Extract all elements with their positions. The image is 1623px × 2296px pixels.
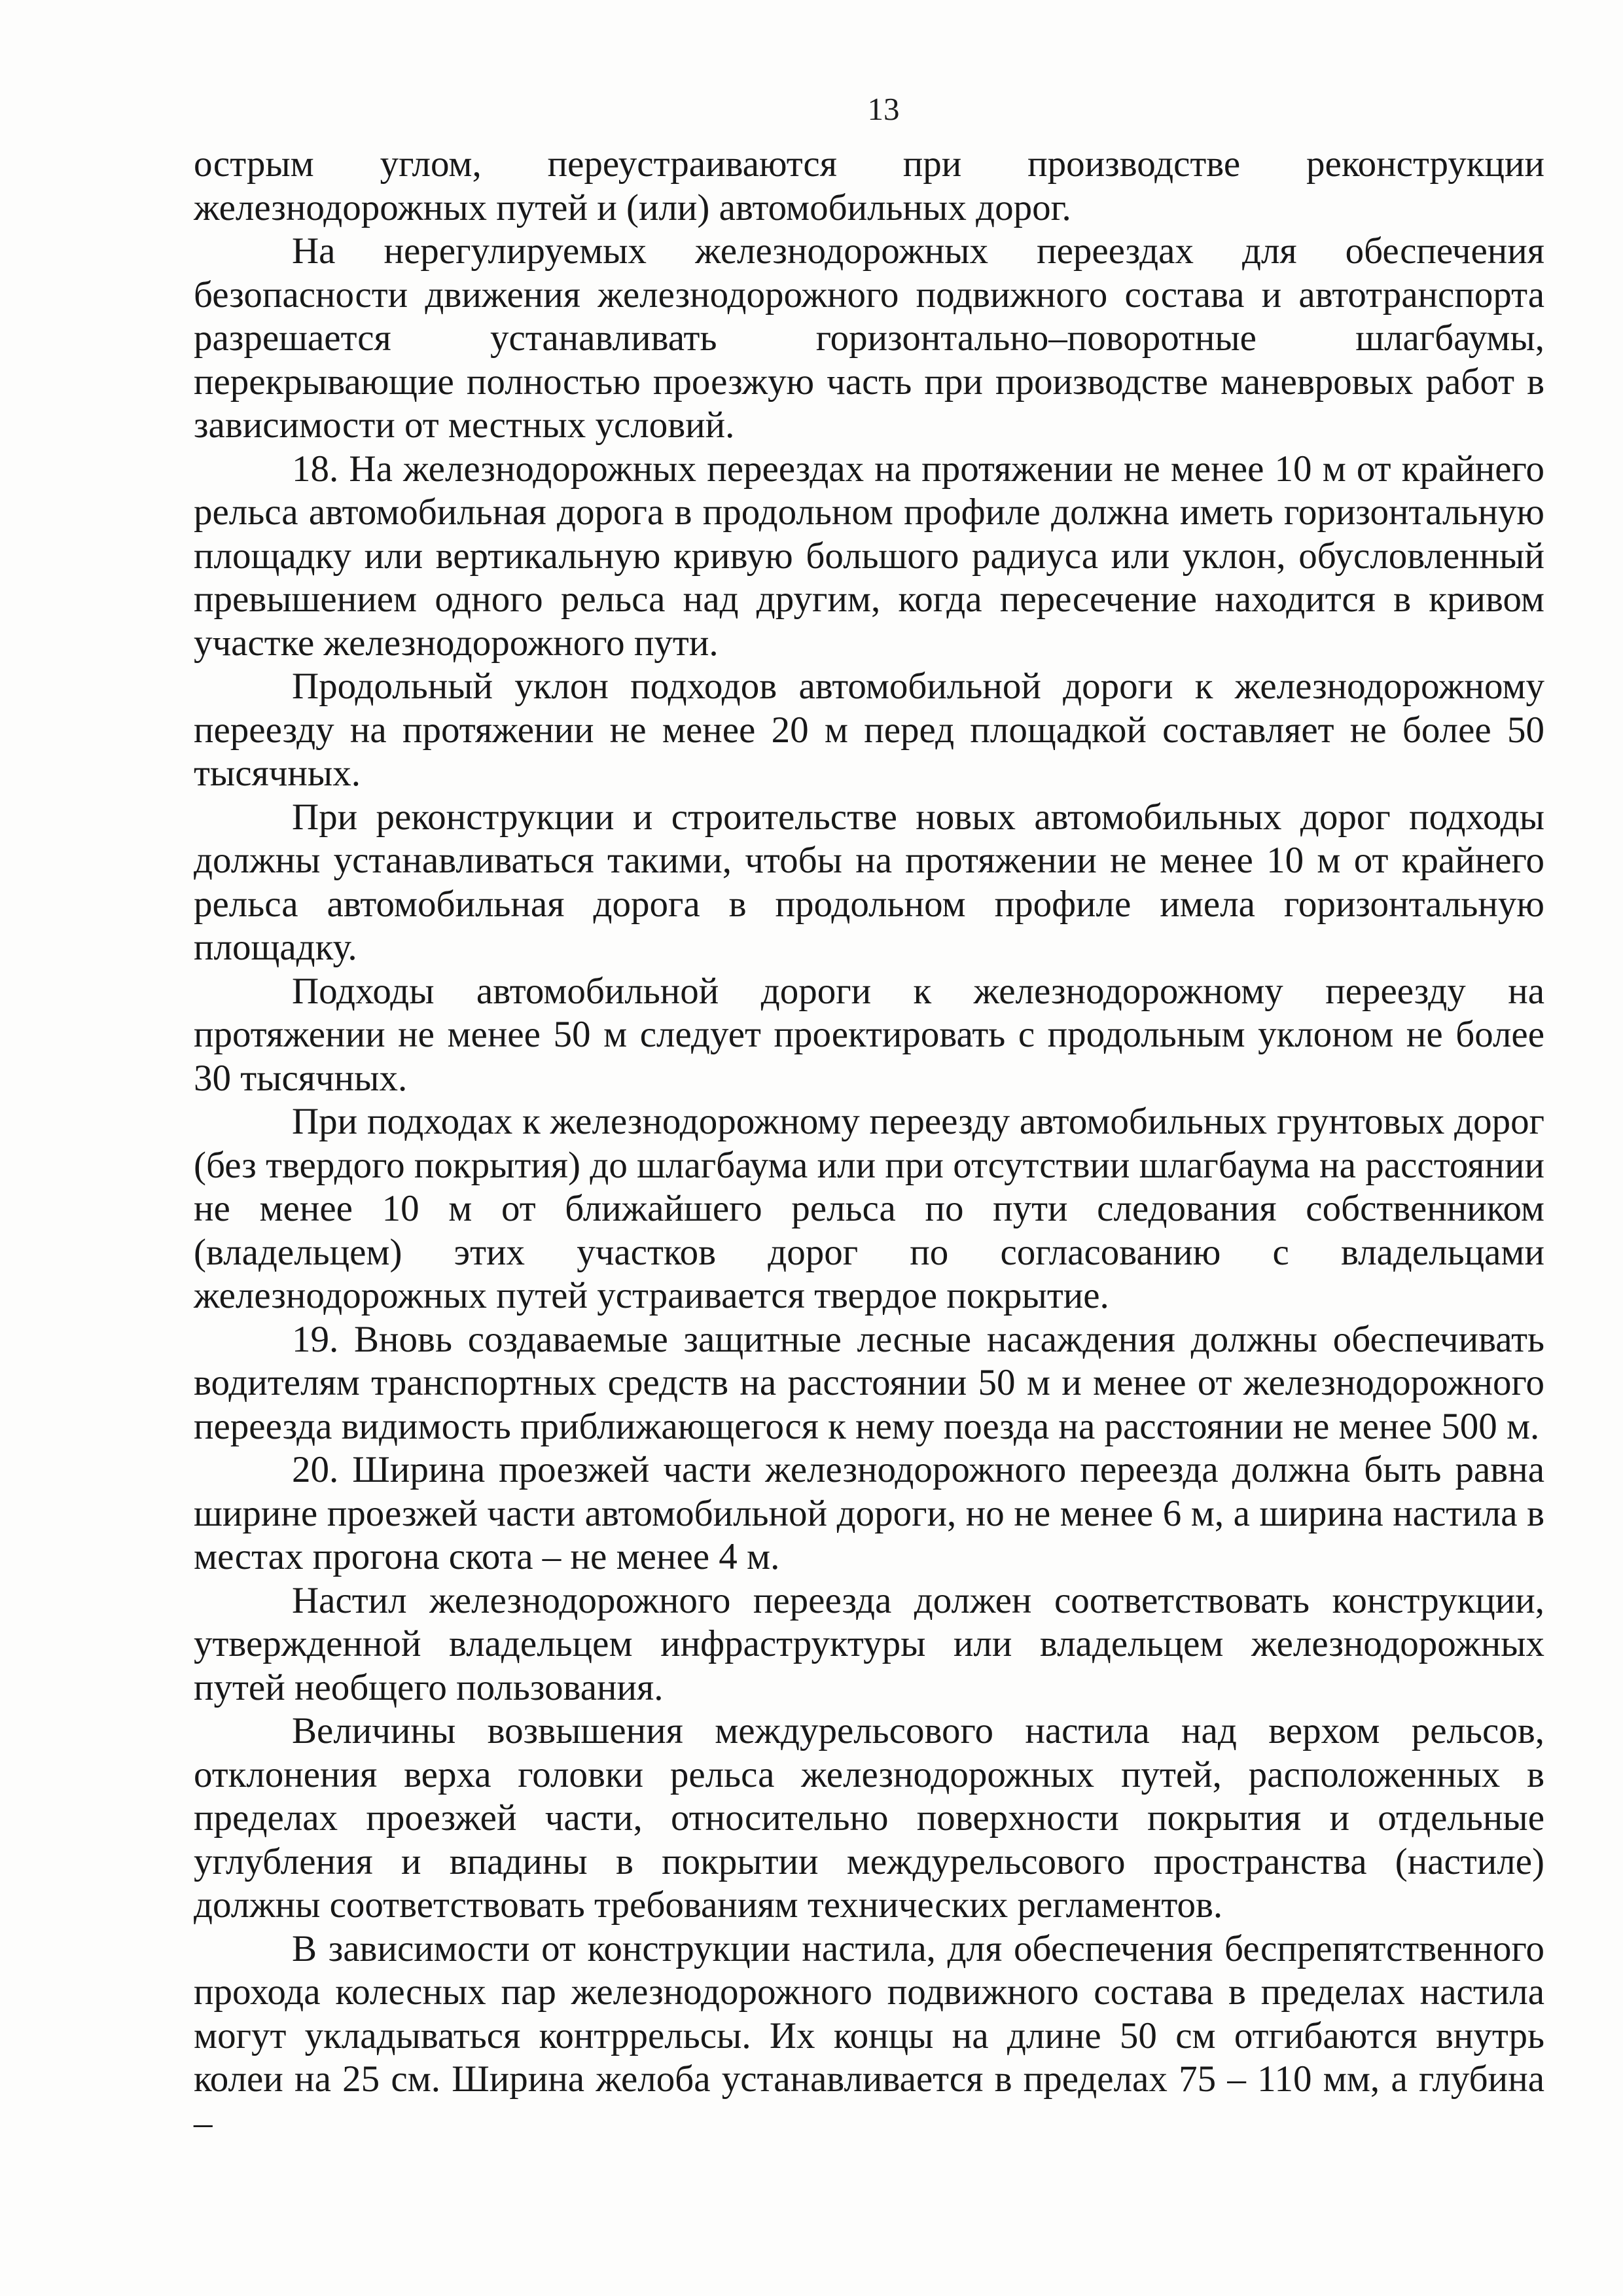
paragraph-unregulated-crossings: На нерегулируемых железнодорожных переездах для обеспечения безопасности движения железнодорожного подвижного состава и автотранспорта разрешается устанавливать горизонтально–поворотные шлагбаумы, перекрывающие полностью проезжую часть при производстве маневровых работ в зависимости от местных условий. bbox=[194, 230, 1544, 446]
paragraph-section-18: 18. На железнодорожных переездах на протяжении не менее 10 м от крайнего рельса автомобильная дорога в продольном профиле должна иметь горизонтальную площадку или вертикальную кривую большого радиуса или уклон, обусловленный превышением одного рельса над другим, когда пересечение находится в кривом участке железнодорожного пути. bbox=[194, 448, 1544, 664]
paragraph-reconstruction-approaches: При реконструкции и строительстве новых автомобильных дорог подходы должны устанавливаться такими, чтобы на протяжении не менее 10 м от крайнего рельса автомобильная дорога в продольном профиле имела горизонтальную площадку. bbox=[194, 796, 1544, 968]
paragraph-continuation: острым углом, переустраиваются при производстве реконструкции железнодорожных путей и (или) автомобильных дорог. bbox=[194, 143, 1544, 228]
paragraph-deck-construction: Настил железнодорожного переезда должен соответствовать конструкции, утвержденной владельцем инфраструктуры или владельцем железнодорожных путей необщего пользования. bbox=[194, 1579, 1544, 1708]
page-number: 13 bbox=[867, 91, 900, 127]
paragraph-deck-elevation: Величины возвышения междурельсового настила над верхом рельсов, отклонения верха головки рельса железнодорожных путей, расположенных в пределах проезжей части, относительно поверхности покрытия и отдельные углубления и впадины в покрытии междурельсового пространства (настиле) должны соответствовать требованиям технических регламентов. bbox=[194, 1710, 1544, 1926]
paragraph-longitudinal-slope: Продольный уклон подходов автомобильной дороги к железнодорожному переезду на протяжении не менее 20 м перед площадкой составляет не более 50 тысячных. bbox=[194, 666, 1544, 794]
paragraph-dirt-roads: При подходах к железнодорожному переезду автомобильных грунтовых дорог (без твердого покрытия) до шлагбаума или при отсутствии шлагбаума на расстоянии не менее 10 м от ближайшего рельса по пути следования собственником (владельцем) этих участков дорог по согласованию с владельцами железнодорожных путей устраивается твердое покрытие. bbox=[194, 1101, 1544, 1316]
paragraph-approach-design: Подходы автомобильной дороги к железнодорожному переезду на протяжении не менее 50 м следует проектировать с продольным уклоном не более 30 тысячных. bbox=[194, 970, 1544, 1099]
paragraph-section-20: 20. Ширина проезжей части железнодорожного переезда должна быть равна ширине проезжей части автомобильной дороги, но не менее 6 м, а ширина настила в местах прогона скота – не менее 4 м. bbox=[194, 1449, 1544, 1577]
paragraph-section-19: 19. Вновь создаваемые защитные лесные насаждения должны обеспечивать водителям транспортных средств на расстоянии 50 м и менее от железнодорожного переезда видимость приближающегося к нему поезда на расстоянии не менее 500 м. bbox=[194, 1318, 1544, 1447]
document-body bbox=[194, 143, 1544, 2145]
paragraph-guard-rails: В зависимости от конструкции настила, для обеспечения беспрепятственного прохода колесных пар железнодорожного подвижного состава в пределах настила могут укладываться контррельсы. Их концы на длине 50 см отгибаются внутрь колеи на 25 см. Ширина желоба устанавливается в пределах 75 – 110 мм, а глубина – bbox=[194, 1928, 1544, 2144]
